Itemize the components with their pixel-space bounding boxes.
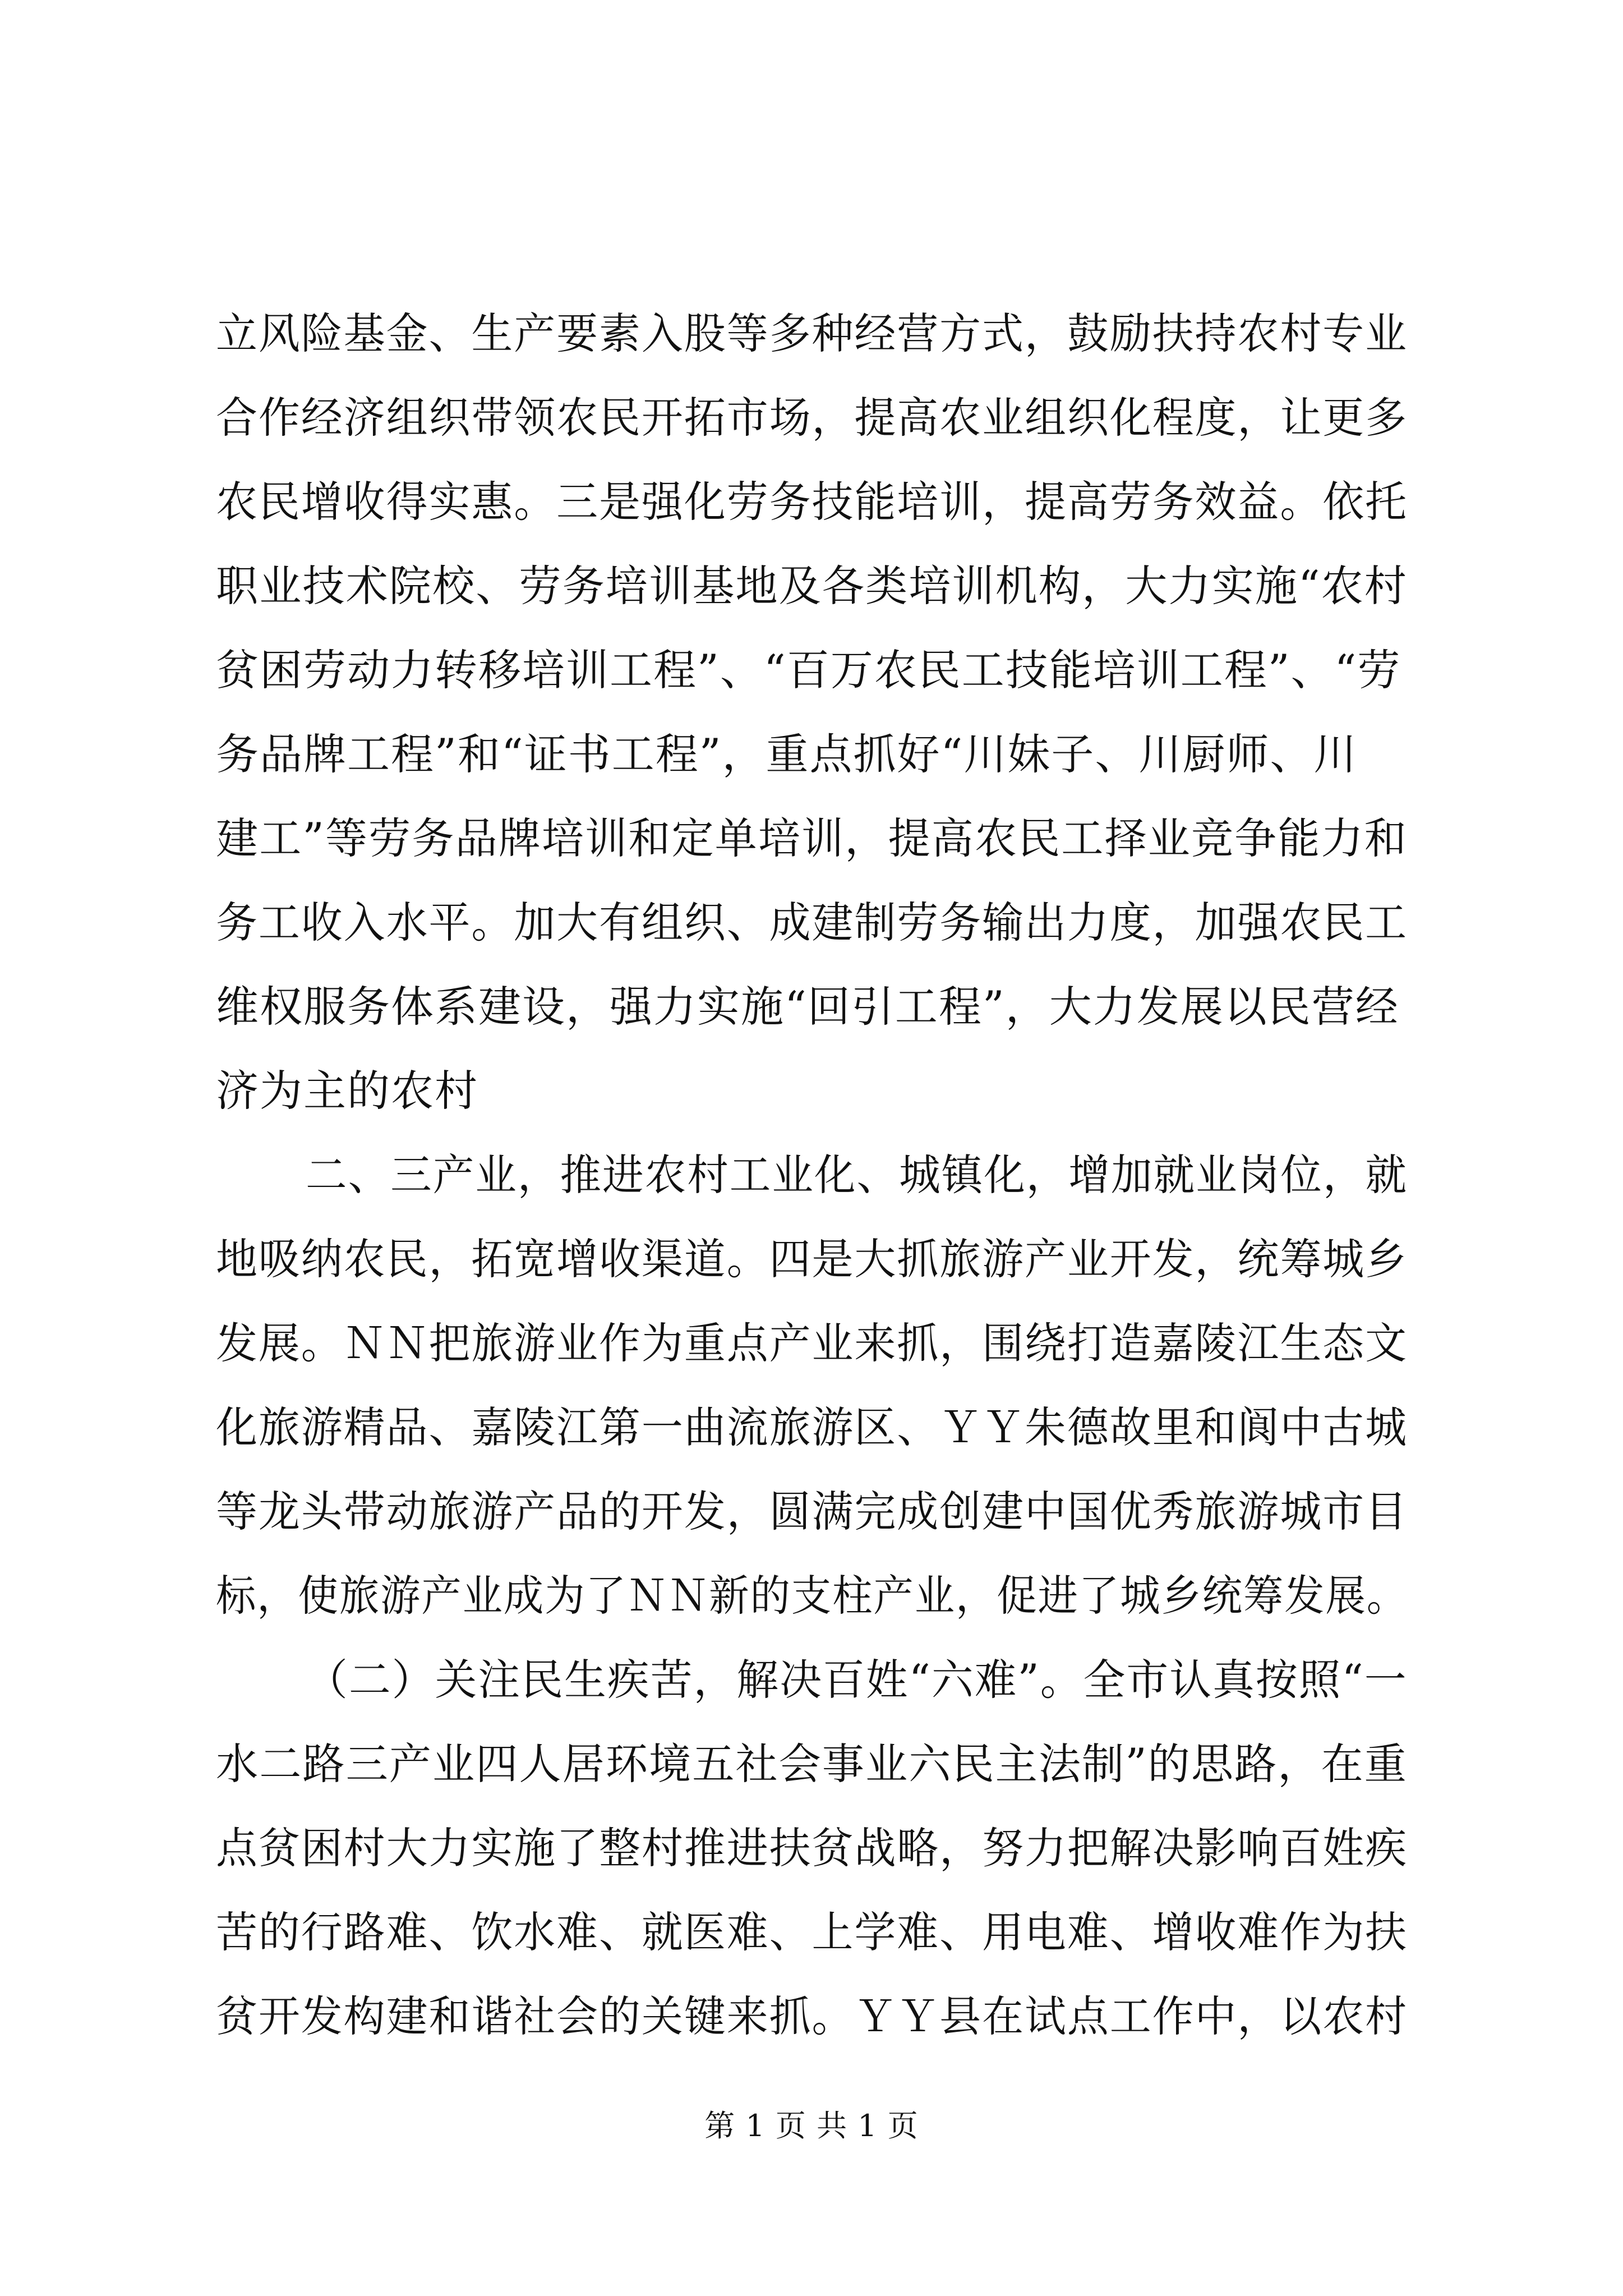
text-line: 维权服务体系建设，强力实施“回引工程”，大力发展以民营经	[216, 982, 1399, 1032]
text-line: 贫困劳动力转移培训工程”、“百万农民工技能培训工程”、“劳	[216, 645, 1401, 695]
page-number-footer: 第 1 页 共 1 页	[704, 2108, 919, 2143]
text-line: 农民增收得实惠。三是强化劳务技能培训，提高劳务效益。依托	[216, 477, 1408, 527]
text-line: 发展。ＮＮ把旅游业作为重点产业来抓，围绕打造嘉陵江生态文	[216, 1318, 1408, 1368]
text-line: 化旅游精品、嘉陵江第一曲流旅游区、ＹＹ朱德故里和阆中古城	[216, 1402, 1408, 1452]
text-line: 等龙头带动旅游产品的开发，圆满完成创建中国优秀旅游城市目	[216, 1487, 1408, 1536]
text-line: 务品牌工程”和“证书工程”，重点抓好“川妹子、川厨师、川	[216, 729, 1358, 779]
text-line: 地吸纳农民，拓宽增收渠道。四是大抓旅游产业开发，统筹城乡	[216, 1234, 1408, 1284]
text-line: 务工收入水平。加大有组织、成建制劳务输出力度，加强农民工	[216, 898, 1408, 947]
text-line: 二、三产业，推进农村工业化、城镇化，增加就业岗位，就	[306, 1150, 1408, 1200]
text-line: 济为主的农村	[216, 1066, 478, 1116]
text-line: 职业技术院校、劳务培训基地及各类培训机构，大力实施“农村	[216, 561, 1408, 611]
text-line: （二）关注民生疾苦，解决百姓“六难”。全市认真按照“一	[306, 1655, 1408, 1705]
text-line: 点贫困村大力实施了整村推进扶贫战略，努力把解决影响百姓疾	[216, 1823, 1408, 1873]
text-line: 水二路三产业四人居环境五社会事业六民主法制”的思路，在重	[216, 1739, 1408, 1789]
text-line: 立风险基金、生产要素入股等多种经营方式，鼓励扶持农村专业	[216, 309, 1408, 358]
text-line: 建工”等劳务品牌培训和定单培训，提高农民工择业竞争能力和	[216, 813, 1408, 863]
text-line: 合作经济组织带领农民开拓市场，提高农业组织化程度，让更多	[216, 393, 1408, 443]
text-line: 苦的行路难、饮水难、就医难、上学难、用电难、增收难作为扶	[216, 1907, 1408, 1957]
text-line: 贫开发构建和谐社会的关键来抓。ＹＹ县在试点工作中，以农村	[216, 1991, 1408, 2041]
text-line: 标，使旅游产业成为了ＮＮ新的支柱产业，促进了城乡统筹发展。	[216, 1571, 1408, 1621]
